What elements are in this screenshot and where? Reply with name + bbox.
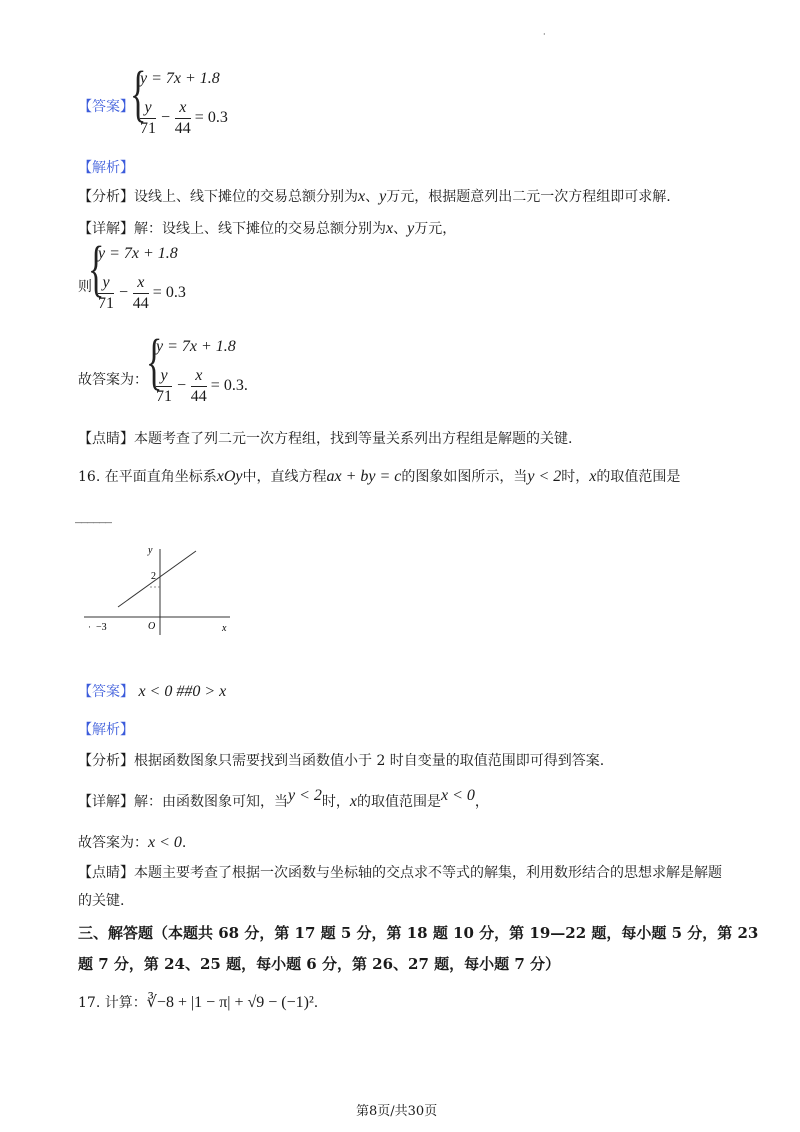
- final-answer: x < 0: [148, 834, 182, 851]
- dianjing-text: 本题主要考查了根据一次函数与坐标轴的交点求不等式的解集，利用数形结合的思想求解是解题: [134, 865, 722, 881]
- xiangjie-text: 时，: [321, 794, 350, 810]
- fenxi-text: 设线上、线下摊位的交易总额分别为: [134, 189, 358, 205]
- question-number: 17.: [78, 995, 101, 1011]
- equation-2: $\frac{y}{71}$ − $\frac{x}{44}$ = 0.3: [140, 99, 228, 137]
- dianjing-line-2: 的关键.: [78, 893, 125, 909]
- xiangjie-text: 的取值范围是: [357, 794, 442, 810]
- equation-2: $\frac{y}{71}$ − $\frac{x}{44}$ = 0.3.: [156, 367, 248, 405]
- stem-equation: ax + by = c: [326, 468, 402, 485]
- xiangjie-text: 解：由函数图象可知，当: [134, 794, 288, 810]
- fenxi-line: [78, 186, 671, 206]
- function-graph: [80, 535, 250, 640]
- final-label: 故答案为：: [78, 835, 148, 851]
- analysis-tag: 【解析】: [78, 722, 134, 738]
- y-intercept-label: 2: [151, 571, 156, 582]
- sep: 、: [393, 221, 408, 237]
- system-brace: {: [130, 60, 147, 128]
- analysis-tag: 【解析】: [78, 160, 134, 176]
- equation-1: y = 7x + 1.8: [98, 245, 178, 262]
- xiangjie-text: ，: [474, 794, 489, 810]
- xiangjie-line: [78, 218, 456, 238]
- section-heading-line-1: 三、解答题（本题共 68 分，第 17 题 5 分，第 18 题 10 分，第 19—22 题，每小题 5 分，第 23: [78, 924, 759, 942]
- stem-text: 的取值范围是: [596, 469, 681, 485]
- system-brace: {: [146, 328, 163, 396]
- equation-2: $\frac{y}{71}$ − $\frac{x}{44}$ = 0.3: [98, 274, 186, 312]
- xiangjie-text-2: 万元，: [414, 221, 457, 237]
- fenxi-tag: 【分析】: [78, 753, 134, 769]
- stray-dot: ·: [543, 30, 546, 39]
- math-expression: ∛−8 + |1 − π| + √9 − (−1)²: [146, 994, 314, 1011]
- stray-mark: ·: [88, 622, 91, 632]
- question-number: 16.: [78, 469, 101, 485]
- answer-blank: ______: [75, 508, 111, 524]
- final-suffix: .: [181, 835, 187, 851]
- stem-text: 中，直线方程: [242, 469, 327, 485]
- section-heading-line-2: 题 7 分，第 24、25 题，每小题 6 分，第 26、27 题，每小题 7 分）: [78, 955, 561, 973]
- page-number: 第8页/共30页: [356, 1104, 438, 1119]
- var-x: x: [358, 188, 366, 205]
- dianjing-text: 本题考查了列二元一次方程组，找到等量关系列出方程组是解题的关键.: [134, 431, 573, 447]
- y-axis-label: y: [148, 545, 153, 556]
- xiangjie-text: 解：设线上、线下摊位的交易总额分别为: [134, 221, 386, 237]
- question-16-stem: [78, 466, 680, 486]
- var-x: x: [349, 793, 358, 810]
- question-17: [78, 992, 318, 1012]
- dianjing-line: [78, 862, 722, 882]
- var-y: y: [407, 220, 415, 237]
- sep: 、: [365, 189, 380, 205]
- final-answer-line: [78, 832, 186, 852]
- dianjing-tag: 【点睛】: [78, 431, 134, 447]
- xiangjie-tag: 【详解】: [78, 221, 134, 237]
- system-brace: {: [88, 235, 105, 303]
- stem-text: 时，: [561, 469, 590, 485]
- final-equation-system: [146, 328, 286, 405]
- equation-1: y = 7x + 1.8: [156, 338, 236, 355]
- xiangjie-tag: 【详解】: [78, 794, 134, 810]
- final-answer-label: 故答案为：: [78, 372, 148, 388]
- stem-xoy: xOy: [216, 468, 243, 485]
- fenxi-text-2: 万元，根据题意列出二元一次方程组即可求解.: [386, 189, 671, 205]
- x-axis-label: x: [222, 623, 227, 634]
- answer-tag: 【答案】: [78, 99, 134, 115]
- answer-text: x < 0 ##0 > x: [138, 683, 227, 700]
- stem-x: x: [589, 468, 597, 485]
- answer-inequality: x < 0: [441, 787, 475, 804]
- x-intercept-label: −3: [96, 622, 107, 633]
- answer-tag: 【答案】: [78, 684, 134, 700]
- question-label: 计算：: [104, 995, 147, 1011]
- stem-condition: y < 2: [527, 468, 562, 485]
- condition: y < 2: [288, 787, 322, 804]
- q16-answer-line: [78, 681, 226, 701]
- fenxi-tag: 【分析】: [78, 189, 134, 205]
- var-y: y: [379, 188, 387, 205]
- var-x: x: [386, 220, 394, 237]
- detail-equation-system: [88, 235, 208, 312]
- stem-text: 的图象如图所示，当: [401, 469, 528, 485]
- dianjing-line: [78, 428, 572, 448]
- stem-text: 在平面直角坐标系: [104, 469, 217, 485]
- ze-label: 则: [78, 279, 92, 295]
- xiangjie-line: [78, 787, 489, 811]
- dianjing-tag: 【点睛】: [78, 865, 134, 881]
- equation-1: y = 7x + 1.8: [140, 70, 220, 87]
- origin-label: O: [148, 621, 156, 632]
- answer-equation-system: [130, 60, 250, 137]
- fenxi-line: [78, 750, 604, 770]
- function-line: [118, 551, 196, 607]
- fenxi-text: 根据函数图象只需要找到当函数值小于 2 时自变量的取值范围即可得到答案.: [134, 753, 605, 769]
- question-suffix: .: [313, 995, 319, 1011]
